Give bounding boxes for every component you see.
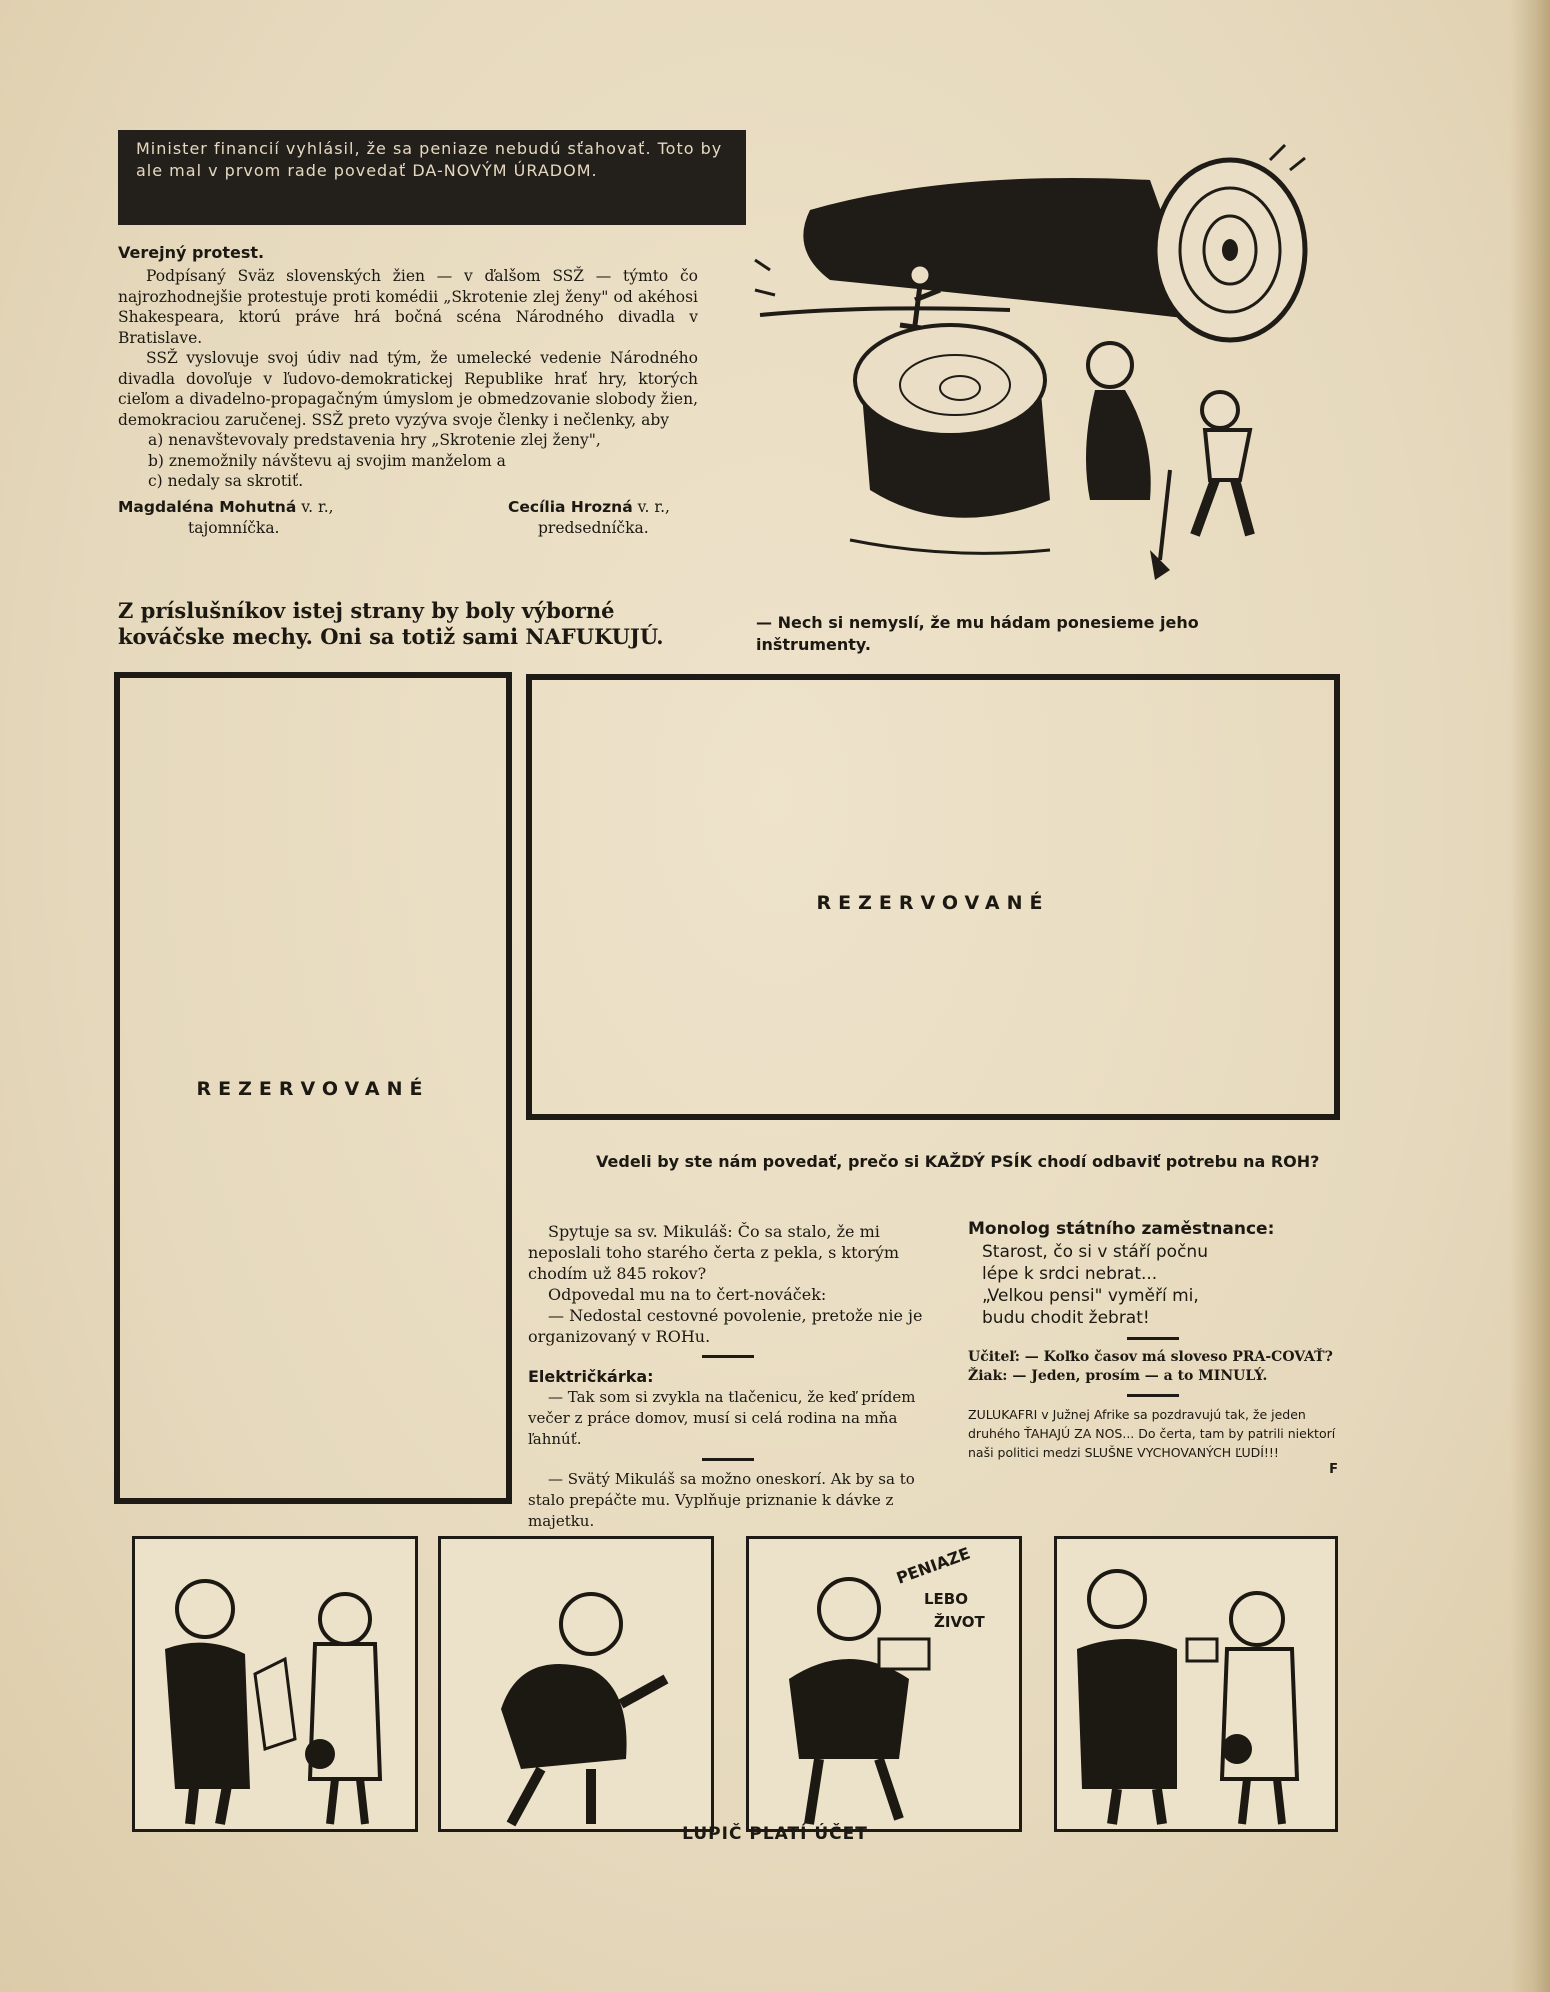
public-protest: [118, 243, 698, 546]
monolog-line: budu chodit žebrat!: [982, 1308, 1150, 1328]
reserved-ad-right: [526, 674, 1340, 1120]
divider: [702, 1355, 754, 1358]
signer-2-role: predsedníčka.: [538, 518, 649, 537]
signer-1-name: Magdaléna Mohutná: [118, 497, 297, 516]
mikulas2-text: — Svätý Mikuláš sa možno oneskorí. Ak by sa to stalo prepáčte mu. Vyplňuje priznanie k dávke z majetku.: [528, 1470, 915, 1530]
zulukafri-signature: F: [1329, 1462, 1338, 1477]
reserved-ad-left: [114, 672, 512, 1504]
protest-item-c: c) nedaly sa skrotiť.: [148, 472, 304, 490]
student-line: Žiak: — Jeden, prosím — a to MINULÝ.: [968, 1368, 1268, 1384]
log-cartoon-drawing: [750, 140, 1310, 580]
monolog-line: Starost, čo si v stáří počnu: [982, 1242, 1208, 1262]
paper-edge: [1510, 0, 1550, 1992]
protest-paragraph-1: Podpísaný Sväz slovenských žien — v ďalšom SSŽ — týmto čo najrozhodnejšie protestuje proti komédii „Skrotenie zlej ženy" od akéhosi Shakespeara, ktorú práve hrá bočná scéna Národného divadla v Bratislave.: [118, 267, 698, 347]
comic-panel-4-drawing: [1057, 1539, 1335, 1829]
divider: [702, 1458, 754, 1461]
comic-panel-3: [746, 1536, 1022, 1832]
comic-panel-1-drawing: [135, 1539, 415, 1829]
divider: [1127, 1394, 1179, 1397]
mikulas-answer-intro: Odpovedal mu na to čert-nováček:: [548, 1285, 827, 1304]
comic-caption: LUPIČ PLATÍ ÚČET: [682, 1824, 868, 1844]
comic-panel-2: [438, 1536, 714, 1832]
comic-panel-2-drawing: [441, 1539, 711, 1829]
headline-bellows: Z príslušníkov istej strany by boly výborné kováčske mechy. Oni sa totiž sami NAFUKUJÚ.: [118, 598, 664, 649]
comic-panel-3-drawing: [749, 1539, 1019, 1829]
log-cartoon-caption: — Nech si nemyslí, že mu hádam ponesieme jeho inštrumenty.: [756, 613, 1199, 654]
zulukafri-text: ZULUKAFRI v Južnej Afrike sa pozdravujú tak, že jeden druhého ŤAHAJÚ ZA NOS... Do čerta, tam by patrili niektorí naši politici medzi SLUŠNE VYCHOVANÝCH ĽUDÍ!!!: [968, 1407, 1336, 1460]
divider: [1127, 1337, 1179, 1340]
monolog-line: lépe k srdci nebrat...: [982, 1264, 1158, 1284]
speech-word-3: ŽIVOT: [934, 1613, 985, 1631]
signer-1: [118, 498, 334, 516]
signer-1-suffix: v. r.,: [301, 497, 334, 516]
reserved-label-left: REZERVOVANÉ: [196, 1078, 430, 1100]
speech-word-1: PENIAZE: [893, 1543, 973, 1588]
mikulas-question: Spytuje sa sv. Mikuláš: Čo sa stalo, že mi neposlali toho starého čerta z pekla, s ktorým chodím už 845 rokov?: [528, 1222, 900, 1283]
teacher-line: Učiteľ: — Koľko časov má sloveso PRA-COVAŤ?: [968, 1349, 1333, 1365]
question-dog: Vedeli by ste nám povedať, prečo si KAŽDÝ PSÍK chodí odbaviť potrebu na ROH?: [596, 1152, 1320, 1171]
log-cartoon: [750, 140, 1310, 580]
right-jokes-column: [968, 1219, 1338, 1477]
protest-paragraph-2: SSŽ vyslovuje svoj údiv nad tým, že umelecké vedenie Národného divadla dovoľuje v ľudovo-demokratickej Republike hrať hry, ktorých cieľom a divadelno-propagačným úmyslom je obmedzovanie slobody žien, demokraciou zaručenej. SSŽ preto vyzýva svoje členky i nečlenky, aby: [118, 349, 698, 429]
monolog-line: „Velkou pensi" vyměří mi,: [982, 1286, 1199, 1306]
elektrickarka-title: Električkárka:: [528, 1367, 654, 1386]
signer-1-role: tajomníčka.: [188, 518, 280, 537]
protest-title: Verejný protest.: [118, 243, 265, 262]
reserved-label-right: REZERVOVANÉ: [816, 892, 1050, 914]
protest-item-a: a) nenavštevovaly predstavenia hry „Skrotenie zlej ženy",: [148, 431, 601, 449]
elektrickarka-text: — Tak som si zvykla na tlačenicu, že keď prídem večer z práce domov, musí si celá rodina na mňa ľahnúť.: [528, 1388, 916, 1448]
speech-word-2: LEBO: [924, 1590, 968, 1608]
finance-minister-note-text: Minister financií vyhlásil, že sa peniaze nebudú sťahovať. Toto by ale mal v prvom rade povedať DA-NOVÝM ÚRADOM.: [136, 139, 723, 180]
signer-2-name: Cecília Hrozná: [508, 497, 633, 516]
comic-panel-4: [1054, 1536, 1338, 1832]
comic-panel-1: [132, 1536, 418, 1832]
signer-2-suffix: v. r.,: [637, 497, 670, 516]
protest-item-b: b) znemožnily návštevu aj svojim manželom a: [148, 451, 506, 470]
protest-signatures: [118, 498, 698, 546]
left-jokes-column: [528, 1221, 928, 1553]
monolog-poem: [968, 1241, 1338, 1329]
monolog-title: Monolog státního zaměstnance:: [968, 1219, 1275, 1239]
mikulas-answer: — Nedostal cestovné povolenie, pretože nie je organizovaný v ROHu.: [528, 1306, 923, 1346]
signer-2: [508, 498, 670, 516]
finance-minister-note: [118, 130, 746, 225]
